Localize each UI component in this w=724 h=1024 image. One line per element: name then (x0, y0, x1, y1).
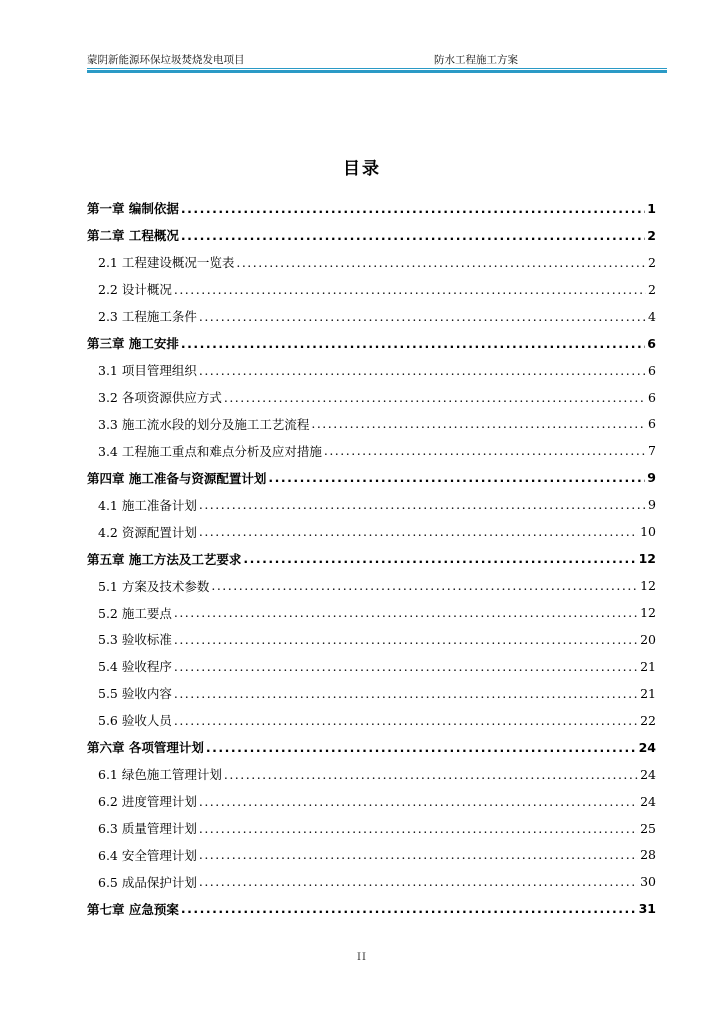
toc-entry-label: 第四章 施工准备与资源配置计划 (87, 470, 267, 486)
header-rule-thin (87, 68, 667, 69)
toc-section-entry[interactable] (87, 842, 656, 869)
toc-chapter-entry[interactable] (87, 195, 656, 222)
toc-entry-label: 2.3 工程施工条件 (98, 309, 197, 325)
toc-entry-page: 2 (648, 281, 656, 297)
toc-entry-page: 6 (648, 362, 656, 378)
toc-entry-page: 22 (640, 712, 656, 728)
toc-entry-label: 第二章 工程概况 (87, 228, 179, 244)
toc-dot-leader (199, 497, 646, 512)
toc-entry-page: 4 (648, 308, 656, 324)
toc-dot-leader (174, 282, 646, 297)
toc-dot-leader (181, 228, 645, 243)
toc-entry-page: 6 (648, 416, 656, 432)
header-document-name: 防水工程施工方案 (434, 54, 518, 66)
toc-dot-leader (311, 416, 646, 431)
toc-dot-leader (243, 551, 636, 566)
page-header (87, 50, 667, 66)
header-project-name: 蒙阴新能源环保垃圾焚烧发电项目 (87, 54, 245, 66)
toc-dot-leader (199, 363, 646, 378)
toc-section-entry[interactable] (87, 384, 656, 411)
toc-entry-page: 25 (640, 820, 656, 836)
toc-entry-page: 24 (640, 766, 656, 782)
toc-entry-label: 5.6 验收人员 (98, 713, 172, 729)
toc-chapter-entry[interactable] (87, 330, 656, 357)
toc-entry-page: 21 (640, 685, 656, 701)
toc-entry-label: 5.2 施工要点 (98, 605, 172, 621)
toc-entry-label: 6.4 安全管理计划 (98, 847, 197, 863)
toc-section-entry[interactable] (87, 815, 656, 842)
toc-entry-label: 第五章 施工方法及工艺要求 (87, 551, 242, 567)
toc-dot-leader (324, 443, 646, 458)
toc-entry-label: 3.4 工程施工重点和难点分析及应对措施 (98, 443, 322, 459)
toc-dot-leader (181, 901, 637, 916)
toc-section-entry[interactable] (87, 680, 656, 707)
toc-entry-page: 12 (638, 551, 656, 567)
toc-entry-page: 20 (640, 631, 656, 647)
header-rule-thick (87, 70, 667, 73)
toc-entry-page: 12 (640, 605, 656, 621)
toc-section-entry[interactable] (87, 788, 656, 815)
toc-entry-page: 6 (647, 335, 656, 351)
toc-dot-leader (174, 605, 638, 620)
toc-entry-page: 9 (647, 470, 656, 486)
toc-dot-leader (181, 201, 645, 216)
toc-entry-page: 24 (640, 793, 656, 809)
toc-section-entry[interactable] (87, 411, 656, 438)
toc-entry-label: 2.1 工程建设概况一览表 (98, 255, 235, 271)
toc-chapter-entry[interactable] (87, 734, 656, 761)
toc-entry-label: 5.3 验收标准 (98, 632, 172, 648)
toc-section-entry[interactable] (87, 491, 656, 518)
toc-chapter-entry[interactable] (87, 222, 656, 249)
toc-section-entry[interactable] (87, 357, 656, 384)
toc-section-entry[interactable] (87, 518, 656, 545)
table-of-contents (87, 195, 656, 922)
toc-section-entry[interactable] (87, 599, 656, 626)
toc-entry-label: 3.2 各项资源供应方式 (98, 390, 222, 406)
toc-entry-label: 5.5 验收内容 (98, 686, 172, 702)
toc-entry-label: 第六章 各项管理计划 (87, 740, 204, 756)
toc-entry-label: 6.1 绿色施工管理计划 (98, 767, 222, 783)
toc-dot-leader (224, 390, 646, 405)
toc-entry-page: 31 (638, 901, 656, 917)
toc-dot-leader (199, 794, 638, 809)
toc-entry-label: 6.3 质量管理计划 (98, 821, 197, 837)
toc-entry-label: 5.1 方案及技术参数 (98, 578, 210, 594)
toc-entry-label: 6.5 成品保护计划 (98, 874, 197, 890)
toc-entry-page: 10 (640, 524, 656, 540)
toc-entry-label: 5.4 验收程序 (98, 659, 172, 675)
toc-entry-page: 12 (640, 578, 656, 594)
toc-entry-label: 第三章 施工安排 (87, 336, 179, 352)
toc-chapter-entry[interactable] (87, 545, 656, 572)
toc-dot-leader (174, 686, 638, 701)
toc-section-entry[interactable] (87, 249, 656, 276)
toc-section-entry[interactable] (87, 276, 656, 303)
toc-section-entry[interactable] (87, 707, 656, 734)
toc-dot-leader (211, 578, 638, 593)
toc-dot-leader (174, 659, 638, 674)
toc-section-entry[interactable] (87, 761, 656, 788)
toc-dot-leader (181, 336, 645, 351)
toc-entry-page: 28 (640, 847, 656, 863)
toc-entry-label: 2.2 设计概况 (98, 282, 172, 298)
toc-dot-leader (174, 632, 638, 647)
toc-section-entry[interactable] (87, 572, 656, 599)
toc-entry-label: 第七章 应急预案 (87, 901, 179, 917)
toc-section-entry[interactable] (87, 626, 656, 653)
toc-dot-leader (199, 874, 638, 889)
toc-entry-page: 6 (648, 389, 656, 405)
toc-entry-page: 7 (648, 443, 656, 459)
toc-entry-label: 6.2 进度管理计划 (98, 794, 197, 810)
toc-dot-leader (199, 821, 638, 836)
toc-entry-page: 30 (640, 874, 656, 890)
toc-dot-leader (199, 524, 638, 539)
toc-entry-page: 2 (647, 227, 656, 243)
toc-entry-page: 2 (648, 254, 656, 270)
toc-chapter-entry[interactable] (87, 464, 656, 491)
toc-entry-page: 1 (647, 200, 656, 216)
toc-dot-leader (224, 767, 638, 782)
toc-section-entry[interactable] (87, 303, 656, 330)
toc-entry-label: 第一章 编制依据 (87, 201, 179, 217)
toc-dot-leader (268, 470, 645, 485)
toc-section-entry[interactable] (87, 437, 656, 464)
toc-entry-page: 9 (648, 497, 656, 513)
toc-entry-label: 4.1 施工准备计划 (98, 497, 197, 513)
toc-entry-page: 21 (640, 658, 656, 674)
toc-entry-label: 4.2 资源配置计划 (98, 524, 197, 540)
toc-dot-leader (206, 740, 637, 755)
page-number: II (357, 952, 367, 963)
toc-section-entry[interactable] (87, 653, 656, 680)
toc-dot-leader (236, 255, 646, 270)
toc-section-entry[interactable] (87, 868, 656, 895)
toc-chapter-entry[interactable] (87, 895, 656, 922)
toc-entry-page: 24 (638, 739, 656, 755)
toc-title: 目录 (343, 159, 381, 179)
toc-dot-leader (174, 713, 638, 728)
toc-dot-leader (199, 309, 646, 324)
toc-dot-leader (199, 847, 638, 862)
toc-entry-label: 3.3 施工流水段的划分及施工工艺流程 (98, 416, 310, 432)
toc-entry-label: 3.1 项目管理组织 (98, 363, 197, 379)
